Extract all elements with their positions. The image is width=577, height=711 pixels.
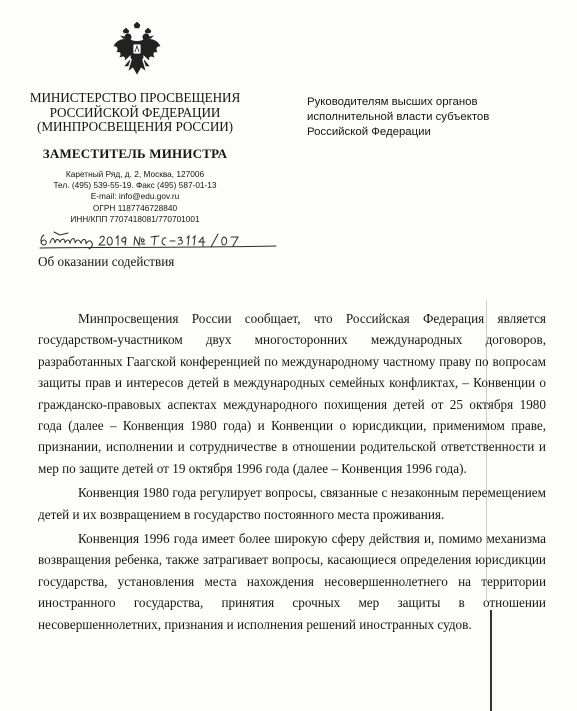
handwritten-registration (38, 229, 278, 251)
ministry-line: РОССИЙСКОЙ ФЕДЕРАЦИИ (49, 104, 221, 120)
contact-phone: Тел. (495) 539-55-19. Факс (495) 587-01-13 (53, 180, 217, 191)
body-paragraph: Конвенция 1980 года регулирует вопросы, связанные с незаконным перемещением детей и их возвращением в государство постоянного места проживания. (38, 485, 546, 522)
recipient-line: Российской Федерации (307, 126, 431, 138)
letter-body (38, 308, 546, 638)
scan-fold-line (486, 300, 487, 600)
ministry-name (20, 91, 250, 135)
recipient-line: Руководителям высших органов (307, 96, 478, 108)
coat-of-arms-icon (113, 22, 161, 78)
contact-ogrn: ОГРН 1187746728840 (92, 202, 178, 213)
contact-block (20, 169, 250, 225)
contact-inn: ИНН/КПП 7707418081/770701001 (70, 213, 200, 224)
contact-address: Каретный Ряд, д. 2, Москва, 127006 (65, 169, 205, 179)
contact-email: E-mail: info@edu.gov.ru (90, 191, 180, 202)
ministry-line: (МИНПРОСВЕЩЕНИЯ РОССИИ) (37, 119, 233, 134)
body-paragraph: Минпросвещения России сообщает, что Российская Федерация является государством-участником двух многосторонних международных договоров, разработанных Гаагской конференцией по международному частному праву по вопросам защиты прав и интересов детей в международных семейных конфликтах, – Конвенции о гражданско-правовых аспектах международного похищения детей от 25 октября 1980 года (далее – Конвенция 1980 года) и Конвенции о юрисдикции, применимом праве, признании, исполнении и сотрудничестве в отношении родительской ответственности и мер по защите детей от 19 октября 1996 года (далее – Конвенция 1996 года). (38, 311, 546, 476)
recipient-line: исполнительной власти субъектов (307, 111, 490, 123)
recipient-block (307, 95, 547, 140)
scan-margin-line (490, 610, 492, 711)
subject-line: Об оказании содействия (38, 254, 175, 269)
ministry-line: МИНИСТЕРСТВО ПРОСВЕЩЕНИЯ (29, 90, 241, 105)
position-title: ЗАМЕСТИТЕЛЬ МИНИСТРА (42, 146, 228, 161)
body-paragraph: Конвенция 1996 года имеет более широкую сферу действия и, помимо механизма возвращения ребенка, также затрагивает вопросы, касающиеся определения юрисдикции государства, установления места нахождения несовершеннолетнего на территории иностранного государства, принятия срочных мер защиты в отношении несовершеннолетних, признания и исполнения решений иностранных судов. (38, 531, 546, 632)
